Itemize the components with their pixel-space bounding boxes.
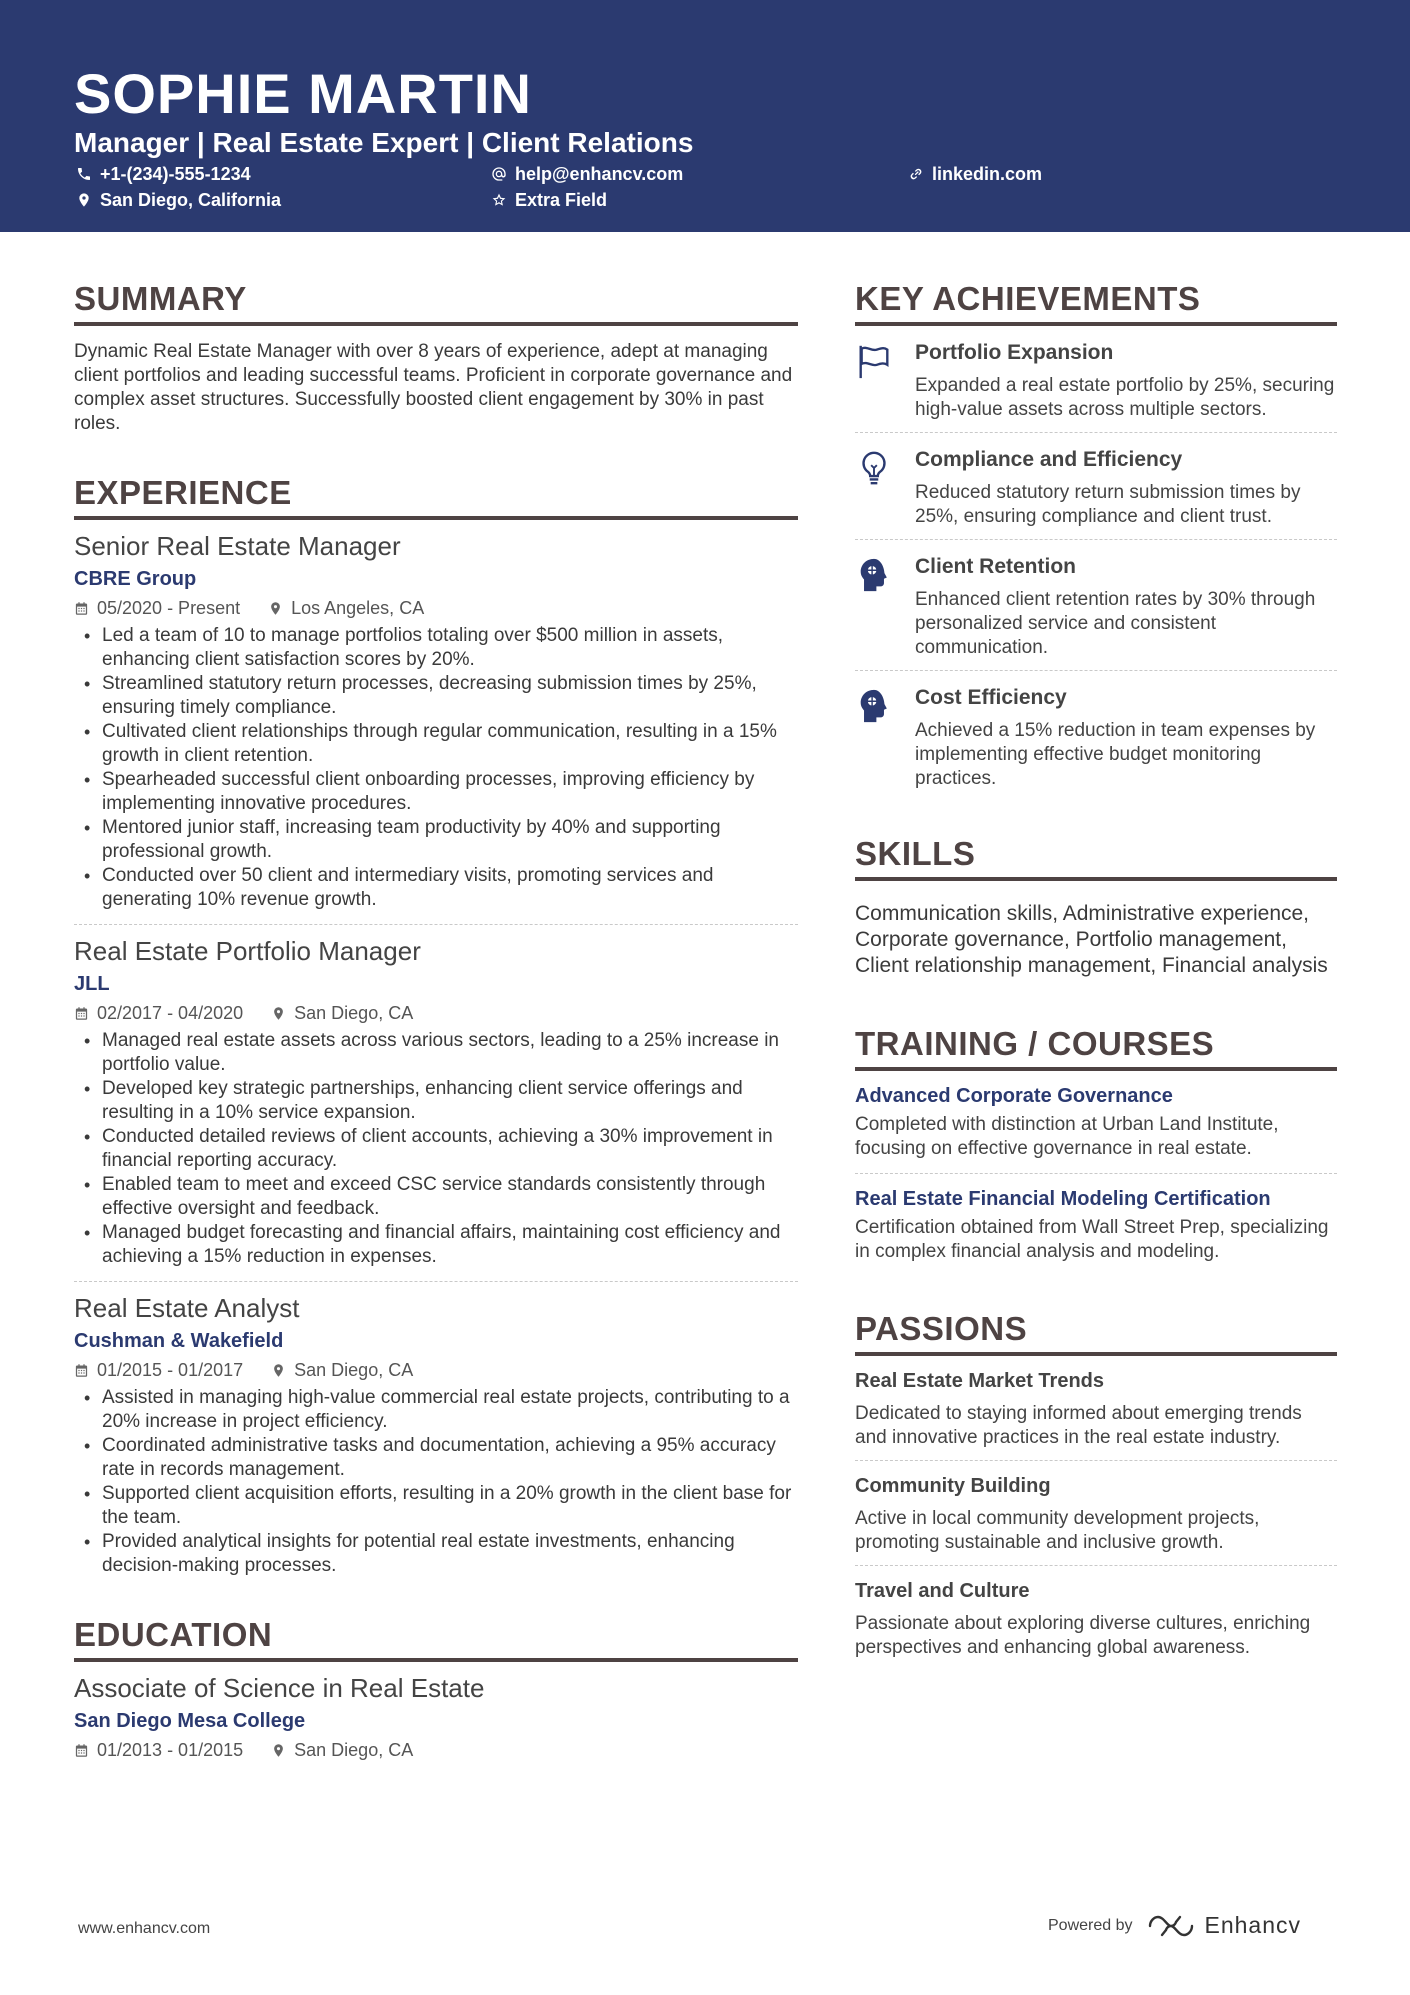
education-meta [74,1738,798,1762]
job-location: San Diego, CA [294,1003,414,1023]
calendar-icon [74,1363,89,1378]
achievement-item [855,433,1337,540]
passion-item [855,1461,1337,1566]
at-sign-icon [491,166,507,182]
course-desc: Certification obtained from Wall Street Prep, specializing in complex financial analysis and modeling. [855,1217,1329,1262]
achievement-desc: Reduced statutory return submission times by 25%, ensuring compliance and client trust. [915,482,1301,527]
bullet-item: • Enabled team to meet and exceed CSC service standards consistently through effective oversight and feedback. [74,1173,798,1221]
company-name: CBRE Group [74,568,197,590]
achievements-title: KEY ACHIEVEMENTS [855,280,1337,326]
job-bullets [74,624,798,912]
location-pin-icon [268,601,283,616]
job-dates: 05/2020 - Present [97,598,241,618]
summary-text: Dynamic Real Estate Manager with over 8 years of experience, adept at managing client portfolios and leading successful teams. Proficient in corporate governance and complex asset structures. Successfully boosted client engagement by 30% in past roles. [74,341,793,434]
achievements-section [855,280,1337,801]
job-entry [74,1282,798,1590]
enhancv-logo-icon [1147,1913,1195,1939]
link-icon [908,166,924,182]
location-text: San Diego, California [100,190,282,210]
achievement-item [855,326,1337,433]
education-section [74,1616,798,1774]
summary-section [74,280,798,436]
bullet-item: • Streamlined statutory return processes, decreasing submission times by 25%, ensuring timely compliance. [74,672,798,720]
job-dates: 01/2015 - 01/2017 [97,1360,244,1380]
bullet-item: • Spearheaded successful client onboarding processes, improving efficiency by implementing innovative procedures. [74,768,798,816]
education-dates: 01/2013 - 01/2015 [97,1740,244,1760]
training-title: TRAINING / COURSES [855,1025,1337,1071]
linkedin-link[interactable]: linkedin.com [932,164,1043,184]
left-column [74,280,798,1774]
extra-field-text: Extra Field [515,190,608,210]
footer-website[interactable]: www.enhancv.com [78,1920,211,1937]
skills-text: Communication skills, Administrative experience, Corporate governance, Portfolio management, Client relationship management, Financial analysis [855,902,1328,977]
star-icon [491,192,507,208]
school-name: San Diego Mesa College [74,1710,306,1732]
achievement-title: Cost Efficiency [915,686,1067,709]
location-pin-icon [76,192,92,208]
experience-title: EXPERIENCE [74,474,798,520]
head-profile-icon [855,687,893,725]
achievement-item [855,671,1337,801]
footer-branding [1048,1912,1301,1939]
education-location: San Diego, CA [294,1740,414,1760]
training-section [855,1025,1337,1276]
bullet-item: • Managed budget forecasting and financial affairs, maintaining cost efficiency and achieving a 15% reduction in expenses. [74,1221,798,1269]
bullet-item: • Provided analytical insights for potential real estate investments, enhancing decision-making processes. [74,1530,798,1578]
location-pin-icon [271,1743,286,1758]
contact-linkedin[interactable] [908,163,1042,185]
job-bullets [74,1386,798,1578]
job-location: Los Angeles, CA [291,598,425,618]
job-entry [74,520,798,925]
location-pin-icon [271,1006,286,1021]
course-title: Real Estate Financial Modeling Certification [855,1188,1271,1210]
job-location: San Diego, CA [294,1360,414,1380]
location-pin-icon [271,1363,286,1378]
lightbulb-icon [855,449,893,487]
brand-name: Enhancv [1204,1912,1302,1938]
passions-section [855,1310,1337,1670]
passion-desc: Dedicated to staying informed about emerging trends and innovative practices in the real estate industry. [855,1403,1302,1448]
bullet-item: • Coordinated administrative tasks and documentation, achieving a 95% accuracy rate in records management. [74,1434,798,1482]
achievement-item [855,540,1337,671]
course-title: Advanced Corporate Governance [855,1085,1173,1107]
education-title: EDUCATION [74,1616,798,1662]
phone-icon [76,166,92,182]
contact-location [76,189,281,211]
bullet-item: • Managed real estate assets across various sectors, leading to a 25% increase in portfolio value. [74,1029,798,1077]
passion-item [855,1566,1337,1670]
passion-title: Real Estate Market Trends [855,1370,1104,1392]
experience-section [74,474,798,1590]
contact-email[interactable] [491,163,683,185]
job-title: Senior Real Estate Manager [74,531,401,561]
course-item [855,1174,1337,1276]
bullet-item: • Supported client acquisition efforts, resulting in a 20% growth in the client base for the team. [74,1482,798,1530]
candidate-name: SOPHIE MARTIN [74,62,532,125]
company-name: JLL [74,973,110,995]
passion-desc: Passionate about exploring diverse cultures, enriching perspectives and enhancing global awareness. [855,1613,1311,1658]
bullet-item: • Led a team of 10 to manage portfolios totaling over $500 million in assets, enhancing client satisfaction scores by 20%. [74,624,798,672]
passion-title: Community Building [855,1475,1051,1497]
achievement-title: Portfolio Expansion [915,341,1114,364]
skills-title: SKILLS [855,835,1337,881]
brand-logo[interactable] [1147,1912,1302,1939]
bullet-item: • Developed key strategic partnerships, enhancing client service offerings and resulting in a 10% service expansion. [74,1077,798,1125]
job-meta [74,596,798,620]
summary-title: SUMMARY [74,280,798,326]
bullet-item: • Conducted detailed reviews of client accounts, achieving a 30% improvement in financial reporting accuracy. [74,1125,798,1173]
course-item [855,1071,1337,1174]
achievement-desc: Enhanced client retention rates by 30% through personalized service and consistent communication. [915,589,1316,658]
skills-section [855,835,1337,979]
calendar-icon [74,1743,89,1758]
passions-title: PASSIONS [855,1310,1337,1356]
education-entry [74,1662,798,1774]
job-title: Real Estate Analyst [74,1293,300,1323]
job-title: Real Estate Portfolio Manager [74,936,421,966]
achievement-desc: Achieved a 15% reduction in team expenses by implementing effective budget monitoring practices. [915,720,1316,789]
achievement-title: Client Retention [915,555,1076,578]
job-bullets [74,1029,798,1269]
flag-icon [855,342,893,380]
bullet-item: • Assisted in managing high-value commercial real estate projects, contributing to a 20% increase in project efficiency. [74,1386,798,1434]
bullet-item: • Cultivated client relationships through regular communication, resulting in a 15% growth in client retention. [74,720,798,768]
achievement-title: Compliance and Efficiency [915,448,1183,471]
job-dates: 02/2017 - 04/2020 [97,1003,244,1023]
calendar-icon [74,601,89,616]
right-column [855,280,1337,1670]
head-profile-icon [855,556,893,594]
calendar-icon [74,1006,89,1021]
course-desc: Completed with distinction at Urban Land Institute, focusing on effective governance in real estate. [855,1114,1279,1159]
email-link[interactable]: help@enhancv.com [515,164,684,184]
phone-text: +1-(234)-555-1234 [100,164,251,184]
resume-header [0,0,1410,232]
contact-extra [491,189,607,211]
powered-by-text: Powered by [1048,1916,1133,1934]
degree-title: Associate of Science in Real Estate [74,1673,485,1703]
job-meta [74,1358,798,1382]
contact-phone [76,163,251,185]
company-name: Cushman & Wakefield [74,1330,284,1352]
bullet-item: • Conducted over 50 client and intermediary visits, promoting services and generating 10% revenue growth. [74,864,798,912]
passion-item [855,1356,1337,1461]
passion-desc: Active in local community development projects, promoting sustainable and inclusive growth. [855,1508,1260,1553]
job-entry [74,925,798,1282]
job-meta [74,1001,798,1025]
bullet-item: • Mentored junior staff, increasing team productivity by 40% and supporting professional growth. [74,816,798,864]
candidate-headline: Manager | Real Estate Expert | Client Relations [74,127,694,158]
passion-title: Travel and Culture [855,1580,1030,1602]
achievement-desc: Expanded a real estate portfolio by 25%, securing high-value assets across multiple sectors. [915,375,1335,420]
